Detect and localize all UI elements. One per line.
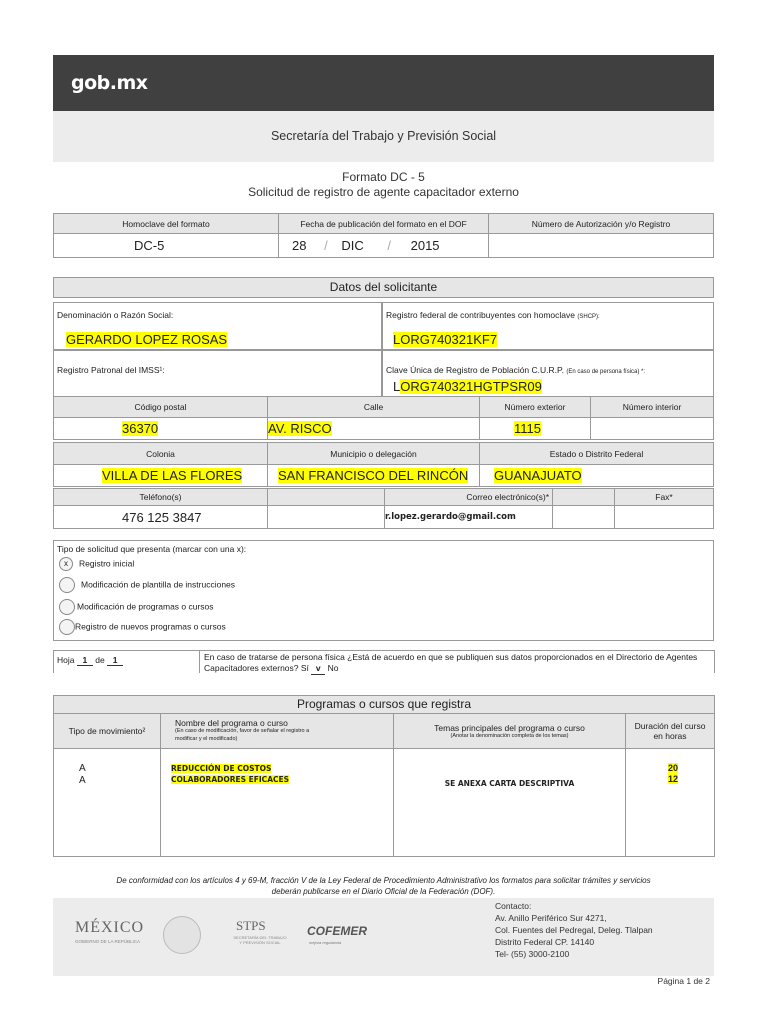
duracion-cell[interactable]: 20 12	[626, 749, 715, 857]
footer-bar: MÉXICO GOBIERNO DE LA REPÚBLICA STPS SECRETARÍA DEL TRABAJO Y PREVISIÓN SOCIAL COFEMER mejora regulatoria Contacto: Av. Anillo Periférico Sur 4271, Col. Fuentes del Pedregal, Deleg. Tlalpan Distrito Federal CP. 14140 Tel- (55) 3000-2100	[53, 898, 714, 976]
solicitante-title: Datos del solicitante	[53, 277, 714, 298]
escudo-icon	[163, 916, 201, 954]
estado-value[interactable]: GUANAJUATO	[480, 465, 714, 487]
telefono-value[interactable]: 476 125 3847	[54, 506, 268, 529]
programas-table: Tipo de movimiento² Nombre del programa o curso (En caso de modificación, favor de señalar el registro a modificar y el modificado) Temas principales del programa o curso (Anotar la denominación completa de los temas) Duración del curso en horas A A REDUCCIÓN DE COSTOS COLABORADORES EFICACES SE ANEXA CARTA DESCRIPTIVA 20 12	[53, 713, 715, 857]
fecha-header: Fecha de publicación del formato en el DOF	[279, 214, 489, 234]
formato-subtitle: Solicitud de registro de agente capacitador externo	[248, 185, 519, 199]
colonia-table: Colonia Municipio o delegación Estado o Distrito Federal VILLA DE LAS FLORES SAN FRANCISCO DEL RINCÓN GUANAJUATO	[53, 442, 714, 487]
legal-note: De conformidad con los artículos 4 y 69-M, fracción V de la Ley Federal de Procedimiento Administrativo los formatos para solicitar trámites y servicios deberán publicarse en el Diario Oficial de la Federación (DOF).	[116, 876, 651, 896]
num-ext-value[interactable]: 1115	[480, 418, 591, 440]
de-value[interactable]: 1	[107, 655, 123, 666]
autorizacion-value[interactable]	[489, 234, 714, 258]
radio-modificacion-plantilla[interactable]	[59, 577, 75, 593]
fecha-value[interactable]: 28 / DIC / 2015	[279, 234, 489, 258]
fecha-month: DIC	[341, 238, 364, 253]
imss-field[interactable]: Registro Patronal del IMSS¹:	[53, 350, 382, 397]
si-value[interactable]: v	[311, 663, 325, 675]
fecha-day: 28	[292, 238, 307, 253]
razon-social-value: GERARDO LOPEZ ROSAS	[66, 332, 228, 347]
formato-title: Formato DC - 5	[342, 170, 425, 184]
programas-title: Programas o cursos que registra	[53, 695, 715, 714]
gob-mx-logo: gob.mx	[71, 72, 148, 94]
curp-value: LORG740321HGTPSR09	[393, 379, 542, 394]
autorizacion-header: Número de Autorización y/o Registro	[489, 214, 714, 234]
radio-modificacion-programas[interactable]	[59, 599, 75, 615]
hoja-value[interactable]: 1	[77, 655, 93, 666]
option-registro-inicial[interactable]: x Registro inicial	[59, 557, 134, 571]
meta-table	[53, 213, 714, 258]
calle-value[interactable]: AV. RISCO	[268, 418, 480, 440]
radio-nuevos-programas[interactable]	[59, 619, 75, 635]
correo-value[interactable]: r.lopez.gerardo@gmail.com	[385, 506, 553, 529]
option-modificacion-plantilla[interactable]: Modificación de plantilla de instrucciones	[59, 577, 235, 593]
razon-social-field[interactable]: Denominación o Razón Social: GERARDO LOPEZ ROSAS	[53, 302, 382, 350]
secretaria-banner	[53, 111, 714, 162]
contacto-block: Contacto: Av. Anillo Periférico Sur 4271, Col. Fuentes del Pedregal, Deleg. Tlalpan Distrito Federal CP. 14140 Tel- (55) 3000-2100	[495, 901, 653, 959]
stps-logo: STPS	[236, 918, 266, 933]
num-int-value[interactable]	[591, 418, 714, 440]
cofemer-logo: COFEMER	[307, 924, 367, 938]
contact-table: Teléfono(s) Correo electrónico(s)* Fax* 476 125 3847 r.lopez.gerardo@gmail.com	[53, 488, 714, 529]
fecha-year: 2015	[410, 238, 440, 253]
mexico-logo: MÉXICO	[75, 919, 145, 936]
tipo-movimiento-cell[interactable]: A A	[54, 749, 161, 857]
option-modificacion-programas[interactable]: Modificación de programas o cursos	[59, 599, 214, 615]
cp-value[interactable]: 36370	[54, 418, 268, 440]
secretaria-title: Secretaría del Trabajo y Previsión Social	[270, 129, 497, 143]
temas-cell[interactable]: SE ANEXA CARTA DESCRIPTIVA	[394, 749, 626, 857]
colonia-value[interactable]: VILLA DE LAS FLORES	[54, 465, 268, 487]
radio-registro-inicial[interactable]: x	[59, 557, 73, 571]
homoclave-header: Homoclave del formato	[54, 214, 279, 234]
nombre-programa-cell[interactable]: REDUCCIÓN DE COSTOS COLABORADORES EFICACES	[161, 749, 394, 857]
hoja-row: Hoja 1 de 1 En caso de tratarse de persona física ¿Está de acuerdo en que se publiquen sus datos proporcionados en el Directorio de Agentes Capacitadores externos? Sí v No	[53, 650, 715, 673]
rfc-field[interactable]: Registro federal de contribuyentes con homoclave (SHCP): LORG740321KF7	[382, 302, 714, 350]
curp-field[interactable]: Clave Única de Registro de Población C.U.R.P. (En caso de persona física) *: LORG740321HGTPSR09	[382, 350, 714, 397]
option-nuevos-programas[interactable]: Registro de nuevos programas o cursos	[59, 619, 226, 635]
rfc-value: LORG740321KF7	[393, 332, 498, 347]
fax-value[interactable]	[615, 506, 714, 529]
tipo-solicitud-box: Tipo de solicitud que presenta (marcar con una x): x Registro inicial Modificación de plantilla de instrucciones Modificación de programas o cursos Registro de nuevos programas o cursos	[53, 540, 714, 641]
homoclave-value[interactable]: DC-5	[54, 234, 279, 258]
municipio-value[interactable]: SAN FRANCISCO DEL RINCÓN	[268, 465, 480, 487]
page-number: Página 1 de 2	[657, 976, 710, 986]
address-table: Código postal Calle Número exterior Número interior 36370 AV. RISCO 1115	[53, 396, 714, 440]
top-bar	[53, 55, 714, 111]
